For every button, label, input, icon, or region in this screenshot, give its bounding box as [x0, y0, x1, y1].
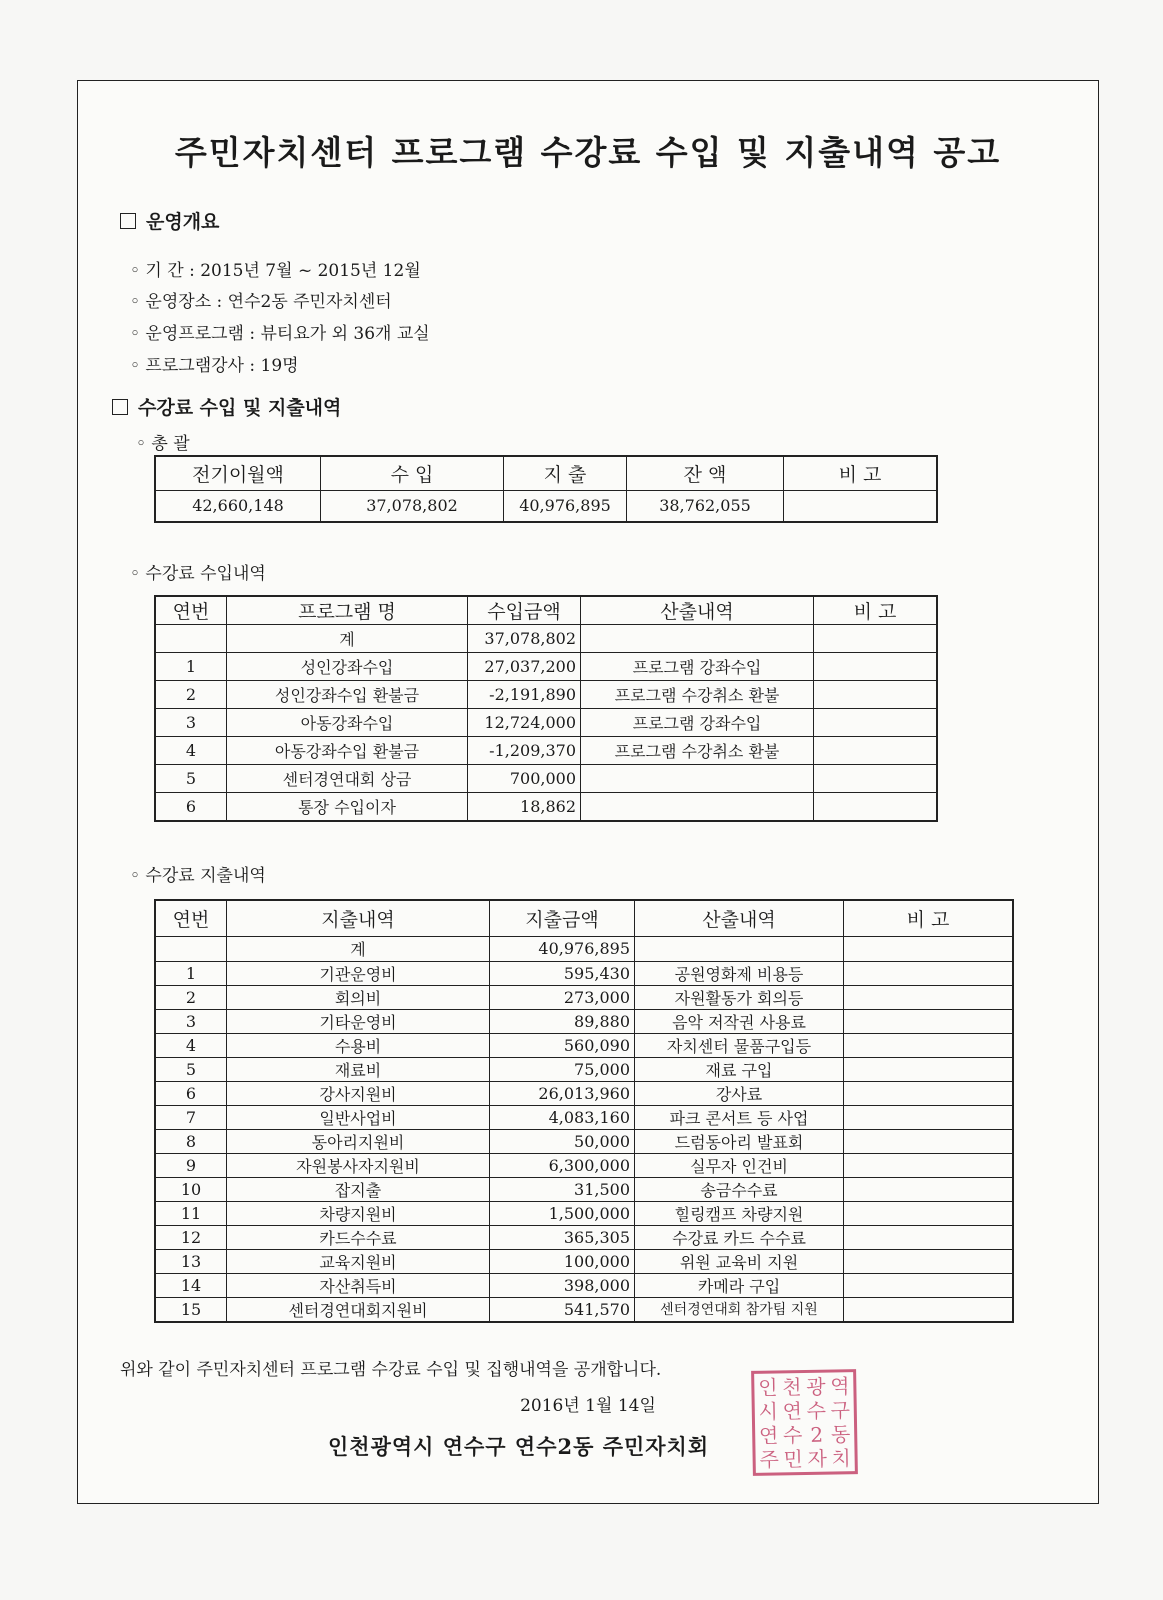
table-row — [155, 709, 937, 737]
basis-cell: 프로그램 강좌수입 — [581, 709, 814, 737]
stamp-glyph: 인 — [757, 1374, 778, 1400]
column-header: 전기이월액 — [155, 456, 321, 490]
basis-cell: 공원영화제 비용등 — [635, 961, 844, 985]
stamp-glyph: 수 — [782, 1422, 803, 1447]
index-cell: 6 — [155, 793, 227, 821]
stamp-glyph: 천 — [781, 1374, 802, 1399]
column-header: 비 고 — [784, 456, 938, 490]
note-cell — [844, 936, 1014, 961]
amount-cell: 398,000 — [490, 1273, 635, 1297]
table-row — [155, 1273, 1013, 1297]
basis-cell: 프로그램 강좌수입 — [581, 653, 814, 681]
note-cell — [844, 961, 1014, 985]
table-row — [155, 1057, 1013, 1081]
index-cell: 9 — [155, 1153, 227, 1177]
total-amount: 40,976,895 — [490, 936, 635, 961]
table-row — [155, 1297, 1013, 1322]
table-row — [155, 1129, 1013, 1153]
note-cell — [844, 1009, 1014, 1033]
amount-cell: 4,083,160 — [490, 1105, 635, 1129]
index-cell: 2 — [155, 985, 227, 1009]
note-cell — [844, 985, 1014, 1009]
item-cell: 차량지원비 — [227, 1201, 490, 1225]
basis-cell: 프로그램 수강취소 환불 — [581, 681, 814, 709]
column-header: 수 입 — [321, 456, 504, 490]
amount-cell: 12,724,000 — [468, 709, 581, 737]
issuer-name: 인천광역시 연수구 연수2동 주민자치회 — [328, 1434, 710, 1459]
item-cell: 재료비 — [227, 1057, 490, 1081]
amount-cell: 1,500,000 — [490, 1201, 635, 1225]
fees-heading: 수강료 수입 및 지출내역 — [112, 393, 341, 420]
table-row — [155, 961, 1013, 985]
table-header-row — [155, 456, 937, 490]
amount-cell: -1,209,370 — [468, 737, 581, 765]
stamp-glyph: 연 — [758, 1422, 779, 1448]
table-row — [155, 490, 937, 522]
column-header: 잔 액 — [627, 456, 784, 490]
total-label: 계 — [227, 936, 490, 961]
basis-cell: 위원 교육비 지원 — [635, 1249, 844, 1273]
column-header: 지출내역 — [227, 900, 490, 936]
index-cell: 6 — [155, 1081, 227, 1105]
basis-cell: 재료 구입 — [635, 1057, 844, 1081]
amount-cell: 27,037,200 — [468, 653, 581, 681]
amount-cell: 100,000 — [490, 1249, 635, 1273]
index-cell: 3 — [155, 709, 227, 737]
basis-cell: 수강료 카드 수수료 — [635, 1225, 844, 1249]
basis-cell: 실무자 인건비 — [635, 1153, 844, 1177]
item-cell: 센터경연대회 상금 — [227, 765, 468, 793]
table-row — [155, 1105, 1013, 1129]
total-amount: 37,078,802 — [468, 625, 581, 653]
income-table — [154, 595, 938, 822]
item-cell: 통장 수입이자 — [227, 793, 468, 821]
document-page — [77, 80, 1099, 1504]
basis-cell — [635, 936, 844, 961]
amount-cell: 89,880 — [490, 1009, 635, 1033]
table-row — [155, 765, 937, 793]
table-header-row — [155, 900, 1013, 936]
basis-cell: 음악 저작권 사용료 — [635, 1009, 844, 1033]
overview-programs: ◦ 운영프로그램 : 뷰티요가 외 36개 교실 — [130, 324, 430, 344]
table-row — [155, 793, 937, 821]
amount-cell: 26,013,960 — [490, 1081, 635, 1105]
stamp-glyph: 역 — [829, 1373, 850, 1399]
stamp-glyph: 연 — [782, 1398, 803, 1423]
stamp-glyph: 수 — [806, 1398, 827, 1423]
summary-table — [154, 455, 938, 523]
income-label: ◦ 수강료 수입내역 — [130, 564, 266, 584]
amount-cell: 6,300,000 — [490, 1153, 635, 1177]
table-row — [155, 1225, 1013, 1249]
total-label: 계 — [227, 625, 468, 653]
item-cell: 회의비 — [227, 985, 490, 1009]
amount-cell: 31,500 — [490, 1177, 635, 1201]
stamp-glyph: 2 — [810, 1422, 824, 1447]
column-header: 지출금액 — [490, 900, 635, 936]
basis-cell: 파크 콘서트 등 사업 — [635, 1105, 844, 1129]
table-row — [155, 1201, 1013, 1225]
column-header: 비 고 — [844, 900, 1014, 936]
index-cell: 2 — [155, 681, 227, 709]
amount-cell: 700,000 — [468, 765, 581, 793]
item-cell: 잡지출 — [227, 1177, 490, 1201]
basis-cell — [581, 625, 814, 653]
table-row — [155, 737, 937, 765]
note-cell — [844, 1273, 1014, 1297]
item-cell: 카드수수료 — [227, 1225, 490, 1249]
note-cell — [844, 1129, 1014, 1153]
column-header: 수입금액 — [468, 596, 581, 625]
index-cell — [155, 625, 227, 653]
item-cell: 센터경연대회지원비 — [227, 1297, 490, 1322]
amount-cell: 50,000 — [490, 1129, 635, 1153]
index-cell: 3 — [155, 1009, 227, 1033]
table-row — [155, 1153, 1013, 1177]
index-cell: 15 — [155, 1297, 227, 1322]
table-row — [155, 1081, 1013, 1105]
note-cell — [844, 1033, 1014, 1057]
amount-cell: 595,430 — [490, 961, 635, 985]
carryover-cell: 42,660,148 — [155, 490, 321, 522]
item-cell: 아동강좌수입 환불금 — [227, 737, 468, 765]
expense-table — [154, 899, 1014, 1323]
stamp-glyph: 구 — [830, 1397, 851, 1423]
expense-label: ◦ 수강료 지출내역 — [130, 866, 266, 886]
item-cell: 성인강좌수입 — [227, 653, 468, 681]
stamp-glyph: 동 — [830, 1421, 851, 1447]
overview-period: ◦ 기 간 : 2015년 7월 ~ 2015년 12월 — [130, 261, 421, 281]
note-cell — [844, 1297, 1014, 1322]
item-cell: 자원봉사자지원비 — [227, 1153, 490, 1177]
amount-cell: 365,305 — [490, 1225, 635, 1249]
table-row — [155, 985, 1013, 1009]
basis-cell: 프로그램 수강취소 환불 — [581, 737, 814, 765]
note-cell — [844, 1105, 1014, 1129]
note-cell — [844, 1225, 1014, 1249]
summary-label: ◦ 총 괄 — [136, 434, 190, 454]
index-cell — [155, 936, 227, 961]
index-cell: 14 — [155, 1273, 227, 1297]
table-row — [155, 1249, 1013, 1273]
column-header: 연번 — [155, 596, 227, 625]
amount-cell: -2,191,890 — [468, 681, 581, 709]
amount-cell: 75,000 — [490, 1057, 635, 1081]
total-row — [155, 625, 937, 653]
item-cell: 자산취득비 — [227, 1273, 490, 1297]
index-cell: 4 — [155, 737, 227, 765]
item-cell: 수용비 — [227, 1033, 490, 1057]
note-cell — [814, 681, 938, 709]
table-row — [155, 653, 937, 681]
basis-cell: 드럼동아리 발표회 — [635, 1129, 844, 1153]
note-cell — [844, 1057, 1014, 1081]
table-row — [155, 1009, 1013, 1033]
note-cell — [844, 1081, 1014, 1105]
note-cell — [784, 490, 938, 522]
checkbox-square-icon — [112, 399, 128, 415]
column-header: 프로그램 명 — [227, 596, 468, 625]
official-seal-stamp — [751, 1369, 858, 1476]
stamp-glyph: 시 — [758, 1398, 779, 1424]
note-cell — [844, 1177, 1014, 1201]
index-cell: 13 — [155, 1249, 227, 1273]
index-cell: 7 — [155, 1105, 227, 1129]
index-cell: 4 — [155, 1033, 227, 1057]
note-cell — [814, 737, 938, 765]
balance-cell: 38,762,055 — [627, 490, 784, 522]
column-header: 연번 — [155, 900, 227, 936]
note-cell — [814, 653, 938, 681]
basis-cell — [581, 793, 814, 821]
amount-cell: 18,862 — [468, 793, 581, 821]
column-header: 산출내역 — [581, 596, 814, 625]
item-cell: 성인강좌수입 환불금 — [227, 681, 468, 709]
stamp-glyph: 치 — [831, 1445, 851, 1471]
index-cell: 8 — [155, 1129, 227, 1153]
checkbox-square-icon — [120, 213, 136, 229]
basis-cell: 센터경연대회 참가팀 지원 — [635, 1297, 844, 1322]
basis-cell: 자원활동가 회의등 — [635, 985, 844, 1009]
item-cell: 동아리지원비 — [227, 1129, 490, 1153]
basis-cell: 송금수수료 — [635, 1177, 844, 1201]
column-header: 비 고 — [814, 596, 938, 625]
basis-cell: 강사료 — [635, 1081, 844, 1105]
disclosure-statement: 위와 같이 주민자치센터 프로그램 수강료 수입 및 집행내역을 공개합니다. — [120, 1360, 662, 1380]
overview-instructors: ◦ 프로그램강사 : 19명 — [130, 356, 299, 376]
item-cell: 기관운영비 — [227, 961, 490, 985]
item-cell: 아동강좌수입 — [227, 709, 468, 737]
index-cell: 1 — [155, 653, 227, 681]
basis-cell: 카메라 구입 — [635, 1273, 844, 1297]
amount-cell: 560,090 — [490, 1033, 635, 1057]
index-cell: 11 — [155, 1201, 227, 1225]
column-header: 지 출 — [504, 456, 627, 490]
index-cell: 12 — [155, 1225, 227, 1249]
note-cell — [814, 765, 938, 793]
item-cell: 일반사업비 — [227, 1105, 490, 1129]
table-header-row — [155, 596, 937, 625]
note-cell — [844, 1201, 1014, 1225]
item-cell: 기타운영비 — [227, 1009, 490, 1033]
column-header: 산출내역 — [635, 900, 844, 936]
table-row — [155, 1033, 1013, 1057]
stamp-glyph: 자 — [807, 1446, 827, 1471]
table-row — [155, 1177, 1013, 1201]
item-cell: 교육지원비 — [227, 1249, 490, 1273]
stamp-glyph: 주 — [759, 1446, 779, 1472]
basis-cell — [581, 765, 814, 793]
note-cell — [844, 1249, 1014, 1273]
table-row — [155, 681, 937, 709]
note-cell — [814, 709, 938, 737]
overview-heading: 운영개요 — [120, 207, 219, 234]
basis-cell: 힐링캠프 차량지원 — [635, 1201, 844, 1225]
note-cell — [814, 793, 938, 821]
total-row — [155, 936, 1013, 961]
note-cell — [844, 1153, 1014, 1177]
stamp-glyph: 광 — [805, 1374, 826, 1399]
stamp-glyph: 민 — [783, 1446, 803, 1471]
amount-cell: 541,570 — [490, 1297, 635, 1322]
index-cell: 5 — [155, 1057, 227, 1081]
index-cell: 10 — [155, 1177, 227, 1201]
amount-cell: 273,000 — [490, 985, 635, 1009]
index-cell: 1 — [155, 961, 227, 985]
basis-cell: 자치센터 물품구입등 — [635, 1033, 844, 1057]
income-cell: 37,078,802 — [321, 490, 504, 522]
index-cell: 5 — [155, 765, 227, 793]
document-title: 주민자치센터 프로그램 수강료 수입 및 지출내역 공고 — [174, 133, 1002, 172]
expense-cell: 40,976,895 — [504, 490, 627, 522]
item-cell: 강사지원비 — [227, 1081, 490, 1105]
announcement-date: 2016년 1월 14일 — [520, 1396, 656, 1416]
note-cell — [814, 625, 938, 653]
overview-location: ◦ 운영장소 : 연수2동 주민자치센터 — [130, 292, 392, 312]
